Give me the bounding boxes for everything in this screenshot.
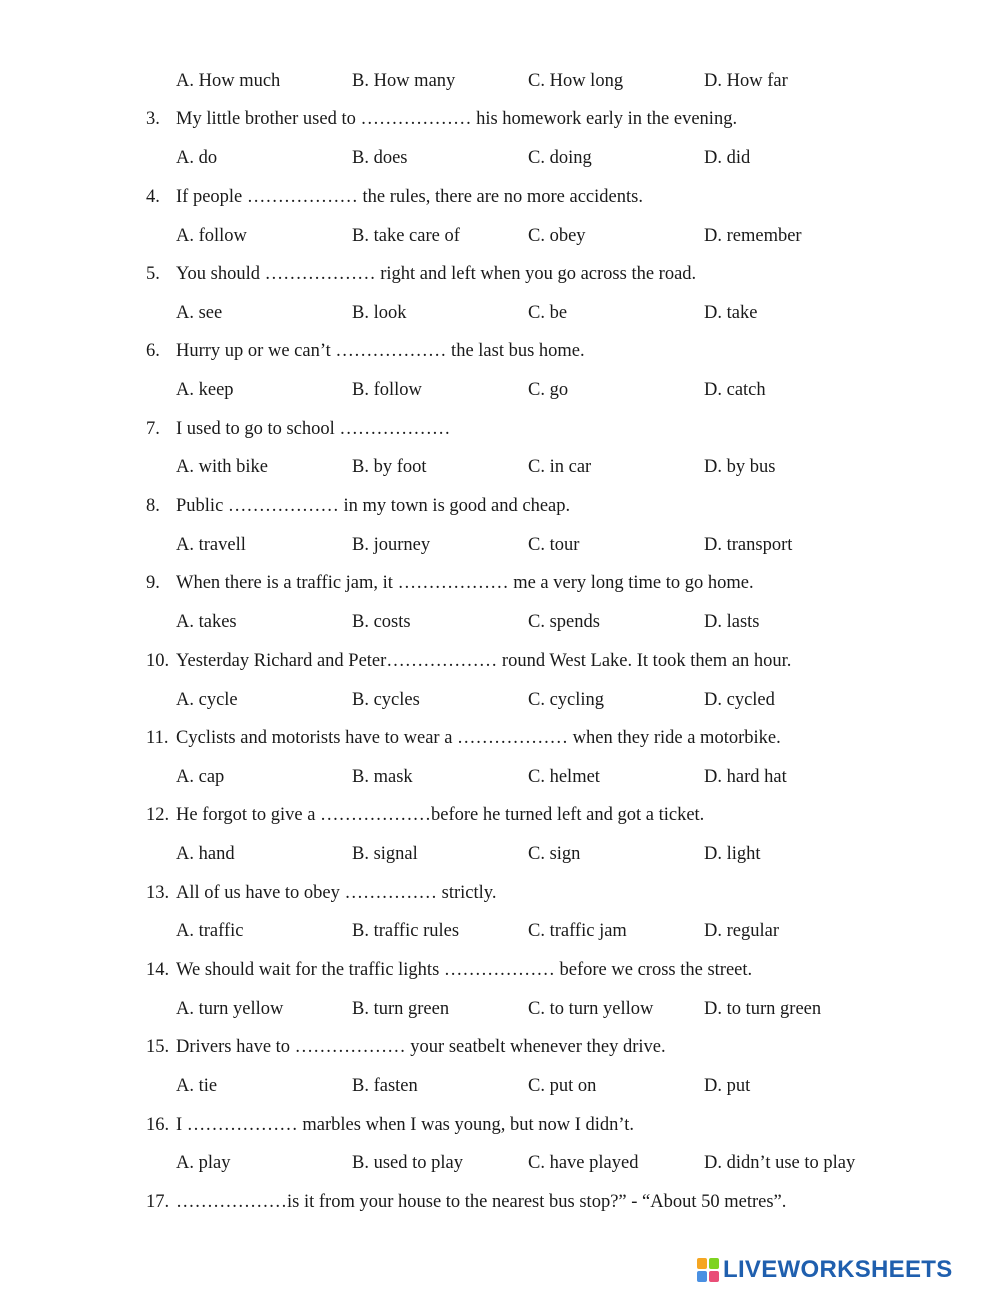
question-row — [0, 956, 1000, 984]
option-b[interactable]: B. turn green — [352, 999, 450, 1019]
question-number: 6. — [146, 341, 160, 361]
option-b[interactable]: B. signal — [352, 844, 418, 864]
option-b[interactable]: B. by foot — [352, 457, 427, 477]
options-row — [0, 917, 1000, 945]
option-c[interactable]: C. in car — [528, 457, 592, 477]
option-c[interactable]: C. cycling — [528, 690, 605, 710]
question-number: 17. — [146, 1192, 170, 1212]
option-a[interactable]: A. do — [176, 148, 218, 168]
option-c[interactable]: C. spends — [528, 612, 600, 632]
question-text: He forgot to give a ………………before he turned left and got a ticket. — [176, 805, 705, 825]
option-d[interactable]: D. remember — [704, 226, 802, 246]
question-row — [0, 183, 1000, 211]
option-b[interactable]: B. look — [352, 303, 407, 323]
options-row — [0, 840, 1000, 868]
question-text: You should ……………… right and left when you go across the road. — [176, 264, 697, 284]
option-c[interactable]: C. to turn yellow — [528, 999, 654, 1019]
options-row — [0, 1072, 1000, 1100]
question-number: 12. — [146, 805, 170, 825]
option-a[interactable]: A. tie — [176, 1076, 218, 1096]
option-b[interactable]: B. cycles — [352, 690, 420, 710]
option-b[interactable]: B. take care of — [352, 226, 460, 246]
option-c[interactable]: C. have played — [528, 1153, 639, 1173]
option-b[interactable]: B. follow — [352, 380, 422, 400]
options-row — [0, 995, 1000, 1023]
options-row — [0, 222, 1000, 250]
option-d[interactable]: D. How far — [704, 71, 788, 91]
question-number: 7. — [146, 419, 160, 439]
question-row — [0, 647, 1000, 675]
question-row — [0, 569, 1000, 597]
option-a[interactable]: A. travell — [176, 535, 246, 555]
question-text: Public ……………… in my town is good and cheap. — [176, 496, 571, 516]
option-c[interactable]: C. sign — [528, 844, 581, 864]
option-c[interactable]: C. obey — [528, 226, 586, 246]
option-c[interactable]: C. be — [528, 303, 568, 323]
question-row — [0, 1111, 1000, 1139]
question-row — [0, 801, 1000, 829]
option-d[interactable]: D. to turn green — [704, 999, 822, 1019]
question-number: 8. — [146, 496, 160, 516]
question-text: I ……………… marbles when I was young, but now I didn’t. — [176, 1115, 634, 1135]
question-number: 9. — [146, 573, 160, 593]
question-number: 10. — [146, 651, 170, 671]
liveworksheets-logo[interactable] — [697, 1256, 997, 1284]
option-d[interactable]: D. regular — [704, 921, 779, 941]
option-c[interactable]: C. How long — [528, 71, 624, 91]
question-text: We should wait for the traffic lights ……………… before we cross the street. — [176, 960, 753, 980]
option-a[interactable]: A. turn yellow — [176, 999, 284, 1019]
question-number: 3. — [146, 109, 160, 129]
option-d[interactable]: D. lasts — [704, 612, 760, 632]
option-a[interactable]: A. cap — [176, 767, 225, 787]
options-row — [0, 1149, 1000, 1177]
option-b[interactable]: B. costs — [352, 612, 411, 632]
option-c[interactable]: C. traffic jam — [528, 921, 627, 941]
question-number: 15. — [146, 1037, 170, 1057]
question-number: 13. — [146, 883, 170, 903]
question-row — [0, 1188, 1000, 1216]
option-a[interactable]: A. follow — [176, 226, 247, 246]
option-b[interactable]: B. does — [352, 148, 408, 168]
option-d[interactable]: D. transport — [704, 535, 793, 555]
options-row — [0, 531, 1000, 559]
options-row — [0, 299, 1000, 327]
question-text: Yesterday Richard and Peter……………… round West Lake. It took them an hour. — [176, 651, 792, 671]
option-d[interactable]: D. hard hat — [704, 767, 787, 787]
options-row — [0, 686, 1000, 714]
option-a[interactable]: A. play — [176, 1153, 231, 1173]
question-row — [0, 415, 1000, 443]
option-b[interactable]: B. journey — [352, 535, 431, 555]
question-row — [0, 724, 1000, 752]
options-row — [0, 376, 1000, 404]
logo-text: LIVEWORKSHEETS — [723, 1256, 953, 1283]
question-text: I used to go to school ……………… — [176, 419, 451, 439]
option-a[interactable]: A. keep — [176, 380, 234, 400]
option-a[interactable]: A. takes — [176, 612, 237, 632]
option-b[interactable]: B. used to play — [352, 1153, 463, 1173]
option-a[interactable]: A. traffic — [176, 921, 244, 941]
question-text: Drivers have to ……………… your seatbelt whenever they drive. — [176, 1037, 666, 1057]
option-b[interactable]: B. How many — [352, 71, 456, 91]
question-row — [0, 337, 1000, 365]
option-b[interactable]: B. fasten — [352, 1076, 418, 1096]
option-d[interactable]: D. cycled — [704, 690, 775, 710]
options-row — [0, 608, 1000, 636]
question-number: 16. — [146, 1115, 170, 1135]
option-d[interactable]: D. catch — [704, 380, 766, 400]
question-text: ………………is it from your house to the nearest bus stop?” - “About 50 metres”. — [176, 1192, 787, 1212]
option-a[interactable]: A. cycle — [176, 690, 238, 710]
option-c[interactable]: C. doing — [528, 148, 592, 168]
option-a[interactable]: A. see — [176, 303, 223, 323]
option-d[interactable]: D. take — [704, 303, 758, 323]
option-c[interactable]: C. tour — [528, 535, 580, 555]
question-text: My little brother used to ……………… his homework early in the evening. — [176, 109, 738, 129]
question-number: 5. — [146, 264, 160, 284]
question-row — [0, 105, 1000, 133]
option-d[interactable]: D. didn’t use to play — [704, 1153, 856, 1173]
question-text: All of us have to obey …………… strictly. — [176, 883, 497, 903]
option-d[interactable]: D. did — [704, 148, 751, 168]
question-row — [0, 492, 1000, 520]
option-a[interactable]: A. How much — [176, 71, 281, 91]
question-text: If people ……………… the rules, there are no more accidents. — [176, 187, 643, 207]
question-row — [0, 260, 1000, 288]
option-c[interactable]: C. put on — [528, 1076, 597, 1096]
question-row — [0, 1033, 1000, 1061]
option-b[interactable]: B. mask — [352, 767, 413, 787]
option-a[interactable]: A. with bike — [176, 457, 268, 477]
option-c[interactable]: C. go — [528, 380, 569, 400]
option-a[interactable]: A. hand — [176, 844, 235, 864]
question-number: 14. — [146, 960, 170, 980]
question-number: 4. — [146, 187, 160, 207]
options-row — [0, 453, 1000, 481]
question-row — [0, 879, 1000, 907]
logo-icon — [697, 1258, 719, 1282]
option-d[interactable]: D. by bus — [704, 457, 776, 477]
question-text: Cyclists and motorists have to wear a ……………… when they ride a motorbike. — [176, 728, 781, 748]
options-row — [0, 763, 1000, 791]
option-d[interactable]: D. put — [704, 1076, 751, 1096]
option-b[interactable]: B. traffic rules — [352, 921, 460, 941]
prev-options-row — [0, 67, 1000, 95]
question-number: 11. — [146, 728, 169, 748]
question-text: Hurry up or we can’t ……………… the last bus home. — [176, 341, 585, 361]
option-c[interactable]: C. helmet — [528, 767, 600, 787]
options-row — [0, 144, 1000, 172]
option-d[interactable]: D. light — [704, 844, 761, 864]
question-text: When there is a traffic jam, it ……………… me a very long time to go home. — [176, 573, 754, 593]
